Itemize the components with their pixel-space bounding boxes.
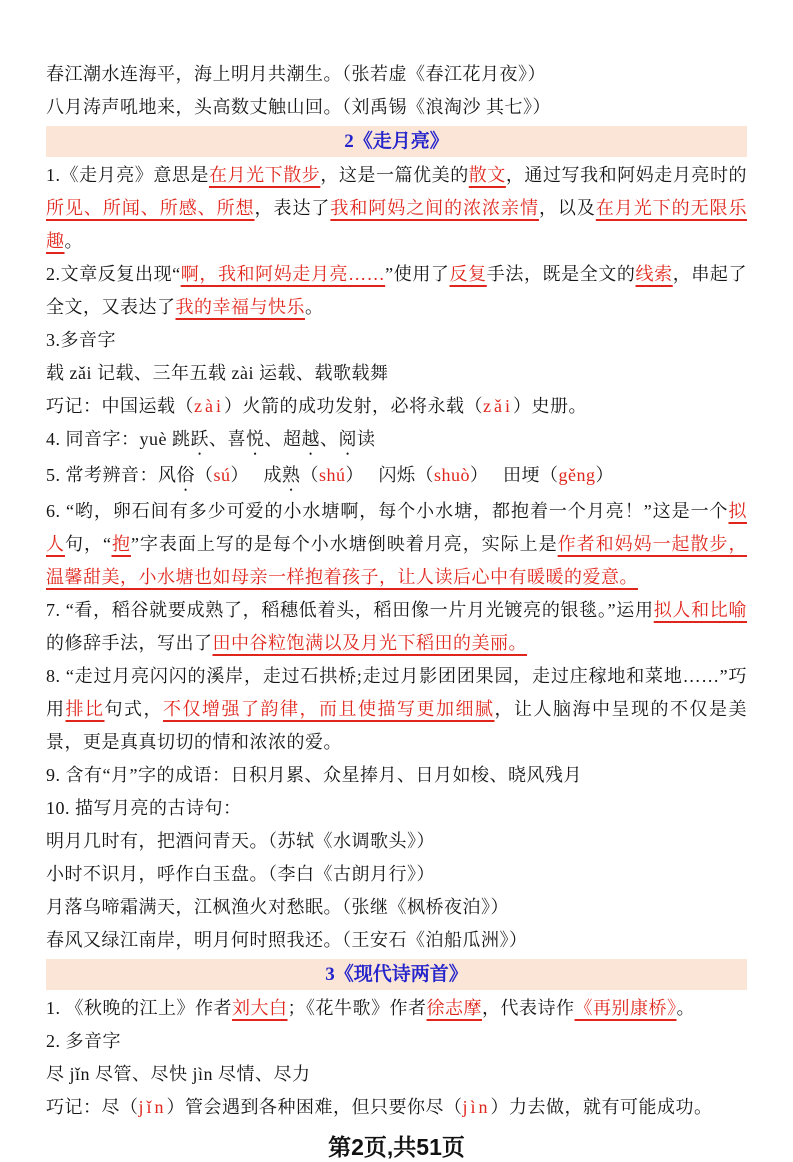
text-run: 。 (676, 998, 695, 1018)
text-run: 5. 常考辨音：风 (46, 465, 177, 485)
text-run: 八月涛声吼地来，头高数丈触山回。（刘禹锡《浪淘沙 其七》） (46, 97, 551, 117)
text-run: （ (195, 465, 214, 485)
text-run: ）力去做，就有可能成功。 (490, 1097, 713, 1117)
text-run: 2. 多音字 (46, 1031, 121, 1051)
text-run: ；《花牛歌》作者 (287, 998, 427, 1018)
highlight-run: 在月光下散步 (209, 165, 321, 185)
paragraph (46, 1025, 747, 1058)
paragraph (46, 495, 747, 594)
text-run: 明月几时有，把酒问青天。（苏轼《水调歌头》） (46, 831, 435, 851)
text-run: ”字表面上写的是每个小水塘倒映着月亮，实际上是 (130, 534, 558, 554)
text-run: ） 成 (230, 465, 283, 485)
highlight-run: 所见、所闻、所感、所想 (46, 198, 255, 218)
text-run: 6. “哟，卵石间有多少可爱的小水塘啊，每个小水塘，都抱着一个月亮！”这是一个 (46, 501, 729, 521)
paragraph (46, 1058, 747, 1091)
highlight-run: 线索 (635, 264, 673, 284)
text-run: 7. “看，稻谷就要成熟了，稻穗低着头，稻田像一片月光镀亮的银毯。”运用 (46, 600, 654, 620)
text-run: 巧记：尽（ (46, 1097, 139, 1117)
text-run: ）火箭的成功发射，必将永载（ (223, 396, 483, 416)
highlight-run: 我的幸福与快乐 (175, 297, 305, 317)
text-run: 小时不识月，呼作白玉盘。（李白《古朗月行》） (46, 864, 435, 884)
text-run: 。 (64, 231, 83, 251)
text-run: 1. 《秋晚的江上》作者 (46, 998, 232, 1018)
highlight-run: 徐志摩 (426, 998, 482, 1018)
highlight-run: jǐn (138, 1097, 167, 1117)
text-run: ） 田埂（ (470, 465, 559, 485)
highlight-run: gěng (558, 465, 596, 485)
highlight-run: 在月光下的无限乐趣 (46, 198, 748, 251)
paragraph (46, 390, 747, 423)
text-run: ”使用了 (385, 264, 450, 284)
text-run: 春江潮水连海平，海上明月共潮生。（张若虚《春江花月夜》） (46, 64, 546, 84)
text-run: 、超 (264, 429, 302, 449)
page-content (46, 58, 747, 1124)
text-run: 句，“ (65, 534, 112, 554)
text-run: 1.《走月亮》意思是 (46, 165, 209, 185)
paragraph (46, 459, 747, 495)
paragraph (46, 594, 747, 660)
text-run: ，让人脑海中呈现的不仅是美景，更是真真切切的情和浓浓的爱。 (46, 699, 747, 752)
paragraph (46, 58, 747, 91)
text-run: 手法，既是全文的 (486, 264, 636, 284)
paragraph (46, 357, 747, 390)
highlight-run: 排比 (65, 699, 105, 719)
text-run: 、喜 (209, 429, 246, 449)
paragraph (46, 660, 747, 759)
highlight-run: 田中谷粒饱满以及月光下稻田的美丽。 (212, 633, 527, 653)
highlight-run: jìn (462, 1097, 491, 1117)
text-run: 3.多音字 (46, 330, 116, 350)
highlight-run: zǎi (482, 396, 513, 416)
text-run: 10. 描写月亮的古诗句： (46, 798, 242, 818)
paragraph (46, 792, 747, 825)
highlight-run: 反复 (449, 264, 487, 284)
text-run: ）史册。 (512, 396, 587, 416)
paragraph (46, 324, 747, 357)
text-run: 读 (357, 429, 376, 449)
highlight-run: shuò (434, 465, 471, 485)
paragraph (46, 1091, 747, 1124)
text-run: ） (595, 465, 615, 485)
text-run: 月落乌啼霜满天，江枫渔火对愁眠。（张继《枫桥夜泊》） (46, 897, 509, 917)
paragraph (46, 159, 747, 258)
paragraph (46, 924, 747, 957)
text-run: 、 (320, 429, 339, 449)
highlight-run: zài (194, 396, 224, 416)
highlight-run: 作者和妈妈一起散步，温馨甜美，小水塘也如母亲一样抱着孩子，让人读后心中有暖暖的爱意。 (46, 534, 748, 587)
text-run: 句式， (104, 699, 163, 719)
highlight-run: 《再别康桥》 (574, 998, 677, 1018)
highlight-run: 抱 (111, 534, 131, 554)
section-heading: 3《现代诗两首》 (46, 959, 747, 990)
text-run: ，这是一篇优美的 (320, 165, 469, 185)
paragraph (46, 423, 747, 459)
paragraph (46, 891, 747, 924)
paragraph (46, 258, 747, 324)
paragraph (46, 759, 747, 792)
highlight-run: 不仅增强了韵律，而且使描写更加细腻 (163, 699, 495, 719)
text-run: ，串起了全文，又表达了 (46, 264, 748, 317)
text-run: 9. 含有“月”字的成语：日积月累、众星捧月、日月如梭、晓风残月 (46, 765, 582, 785)
page-number: 第2页,共51页 (328, 1134, 465, 1160)
paragraph (46, 825, 747, 858)
text-run: 春风又绿江南岸，明月何时照我还。（王安石《泊船瓜洲》） (46, 930, 528, 950)
paragraph (46, 858, 747, 891)
highlight-run: 越 (301, 429, 320, 449)
highlight-run: 散文 (468, 165, 506, 185)
text-run: 8. “走过月亮闪闪的溪岸，走过石拱桥;走过月影团团果园，走过庄稼地和菜地……”巧用 (46, 666, 747, 719)
text-run: ，代表诗作 (482, 998, 575, 1018)
highlight-run: 熟 (282, 465, 301, 485)
text-run: 的修辞手法，写出了 (46, 633, 213, 653)
text-run: 巧记：中国运载（ (46, 396, 194, 416)
text-run: ）管会遇到各种困难，但只要你尽（ (166, 1097, 463, 1117)
text-run: ，以及 (538, 198, 596, 218)
text-run: ，表达了 (254, 198, 331, 218)
highlight-run: 拟人和比喻 (653, 600, 747, 620)
text-run: ） 闪烁（ (345, 465, 435, 485)
highlight-run: 俗 (176, 465, 195, 485)
text-run: 。 (305, 297, 324, 317)
highlight-run: 阅 (338, 429, 357, 449)
paragraph (46, 992, 747, 1025)
highlight-run: sú (213, 465, 231, 485)
text-run: 尽 jǐn 尽管、尽快 jìn 尽情、尽力 (46, 1064, 311, 1084)
text-run: （ (300, 465, 320, 485)
highlight-run: 跃 (190, 429, 209, 449)
text-run: 载 zǎi 记载、三年五载 zài 运载、载歌载舞 (46, 363, 389, 383)
text-run: 2.文章反复出现“ (46, 264, 181, 284)
section-heading: 2《走月亮》 (46, 126, 747, 157)
highlight-run: shú (319, 465, 346, 485)
highlight-run: 拟人 (46, 501, 747, 554)
highlight-run: 我和阿妈之间的浓浓亲情 (330, 198, 539, 218)
paragraph (46, 91, 747, 124)
highlight-run: 悦 (246, 429, 265, 449)
highlight-run: 啊，我和阿妈走月亮…… (180, 264, 386, 284)
text-run: 4. 同音字：yuè 跳 (46, 429, 191, 449)
text-run: ，通过写我和阿妈走月亮时的 (505, 165, 748, 185)
highlight-run: 刘大白 (232, 998, 288, 1018)
